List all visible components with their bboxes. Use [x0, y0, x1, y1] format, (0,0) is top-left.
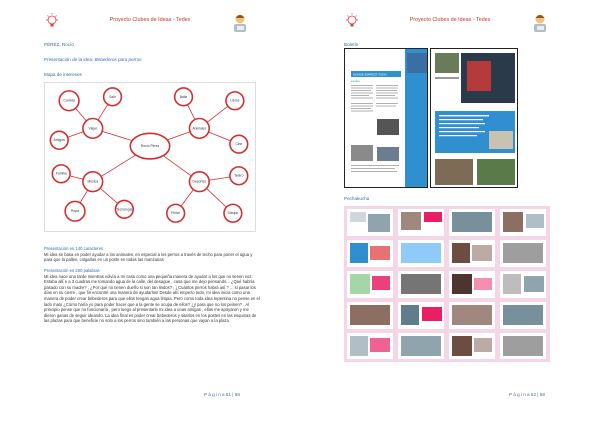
idea-presentation [44, 57, 142, 62]
header-title: Proyecto Clubes de Ideas - Tedex [109, 17, 191, 23]
page-header [0, 12, 300, 36]
presentation-200-heading: Presentación en 200 palabras [44, 268, 100, 273]
svg-text:Animales: Animales [192, 126, 207, 131]
idea-prefix: Presentación de la idea: [44, 57, 94, 62]
page-footer: P á g i n a 52 | 58 [509, 392, 545, 397]
svg-text:Cine: Cine [235, 142, 243, 147]
brochure-page-1-art [345, 49, 428, 188]
author-name: PÉREZ, Rocío [44, 42, 74, 47]
svg-text:Dibujar: Dibujar [227, 211, 239, 216]
page-52 [300, 0, 600, 424]
svg-text:Teatro: Teatro [234, 173, 244, 178]
map-label: Mapa de intereses [44, 72, 82, 77]
brochure-page-1 [344, 48, 428, 188]
pechakucha-label: Pechakucha [344, 196, 370, 201]
footer-total: 58 [234, 392, 240, 397]
footer-label: P á g i n a [204, 392, 225, 397]
brochure-headline: DONDE EMPEZÓ TODO [353, 72, 387, 77]
boletin-label: Boletín [344, 42, 359, 47]
svg-text:Amigos: Amigos [53, 138, 65, 143]
footer-page-number: 51 [225, 392, 232, 397]
brochure-page-2 [430, 48, 518, 188]
student-avatar-icon [230, 12, 250, 34]
brochure-subhead: La idea [351, 80, 360, 83]
svg-text:Deportes: Deportes [192, 179, 207, 184]
svg-text:Baile: Baile [179, 94, 188, 99]
page-footer: P á g i n a 51 | 58 [204, 392, 240, 397]
svg-text:Viajar: Viajar [88, 126, 98, 131]
pechakucha-slides [344, 206, 550, 362]
footer-page-number: 52 [530, 392, 537, 397]
idea-title: Bebederos para perros [94, 57, 142, 62]
svg-text:Comida: Comida [63, 98, 75, 103]
presentation-200-body: Mi idea nace una tarde mientras volvía a mi casa como una pequeña manera de ayudar a los que no tienen voz. Estaba allí e a 3 cuadras me tomando agua de la calle, del desague , casa que me dejo pensando... ¿Qué habría pasado con su madre? , ¿Por qué no tienen dueño si son tan lindos? , ¿Cuántos perros habrá así ? ... si pasar los días en su cierre , que fin encontré una manera de ayudarlos! Desde ahí empezo todo, mi idea inicia como una manera de poder crear bebederos para que ellos tengan agua limpia. Pero como toda idea repentina no pense en el lado malo ¿Cómo haría yo para poder hacer que a la gente se ocupa de ellos? ¿y para que no los peinen? . Al principio pense que no funcionaría , pero luego al presentarle mi idea a unas amigas , ellas me apoyaron y me dieron ganas de seguir ideando. La idea final es poder crear bebederos y sitarlos en los postes en las esquinas de las plazas para que beneficie no solo a los perros sino también a las personas que vayan a la plaza. [44, 273, 260, 324]
mindmap-center-label: Rocío Pérez [140, 144, 160, 149]
presentation-140-heading: Presentación en 140 caracteres [44, 246, 104, 251]
svg-text:Salir: Salir [109, 94, 116, 99]
footer-total: 58 [539, 392, 545, 397]
presentation-140 [44, 246, 260, 263]
svg-text:Música: Música [87, 179, 99, 184]
svg-text:Tecnología: Tecnología [116, 207, 133, 212]
footer-label: P á g i n a [509, 392, 530, 397]
presentation-140-body: Mi idea se basa en poder ayudar a los animales, en especial a los perros a través de techo para poner el agua y para que la pallen, colgarlas en un poste en todas las manzanas [44, 251, 253, 263]
student-avatar-icon [530, 12, 550, 34]
mindmap-nodes [50, 88, 247, 222]
header-title: Proyecto Clubes de Ideas - Tedex [409, 17, 491, 23]
page-header [300, 12, 600, 36]
interest-mindmap [44, 82, 256, 232]
svg-text:Familia: Familia [55, 171, 67, 176]
brochure-page-2-art [431, 49, 518, 188]
svg-text:Libros: Libros [230, 98, 240, 103]
svg-text:Ropa: Ropa [71, 209, 80, 214]
presentation-200 [44, 268, 260, 324]
svg-text:Pintar: Pintar [171, 211, 181, 216]
